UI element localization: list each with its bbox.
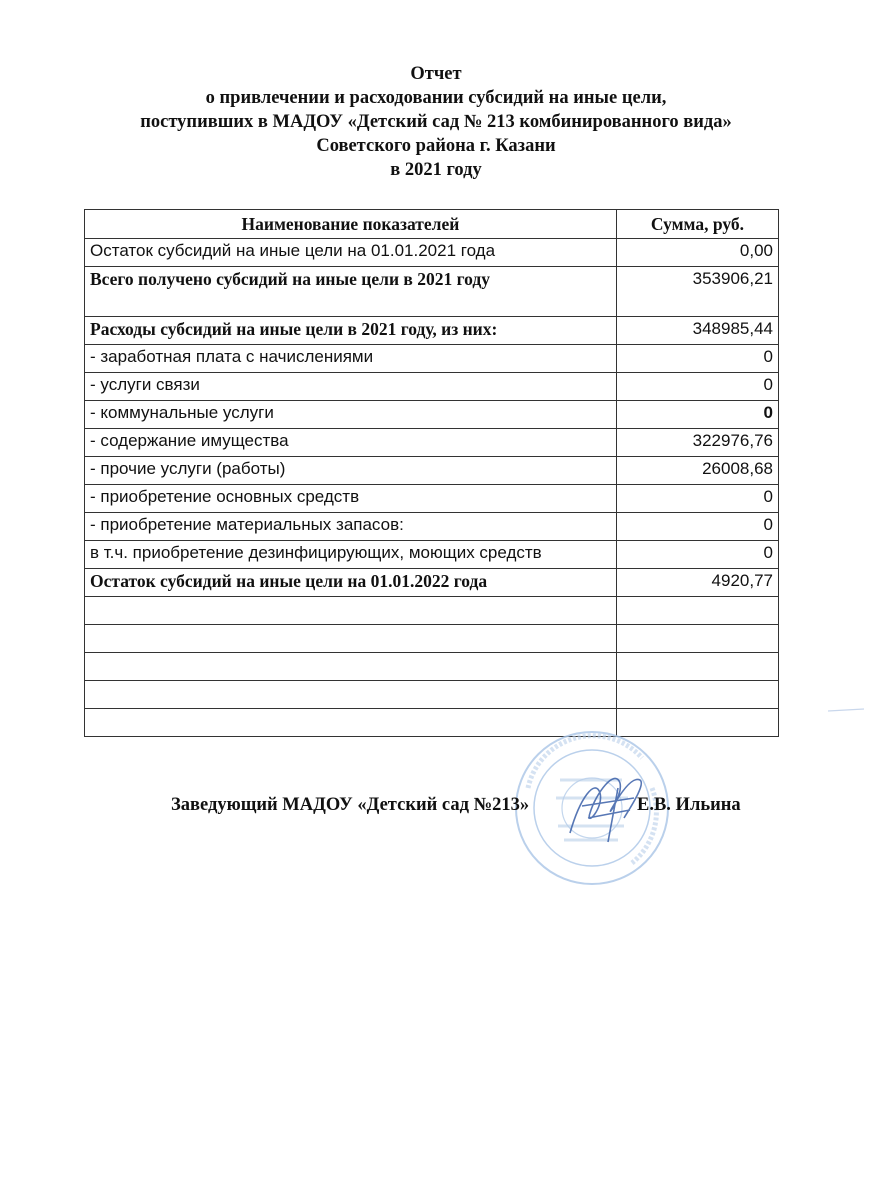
- row-sum: 0: [616, 345, 778, 373]
- row-name: - коммунальные услуги: [85, 401, 617, 429]
- row-sum: 0: [616, 541, 778, 569]
- title-line-3: поступивших в МАДОУ «Детский сад № 213 комбинированного вида»: [140, 112, 732, 132]
- empty-cell: [85, 597, 617, 625]
- table-row: [85, 457, 779, 485]
- row-name: - услуги связи: [85, 373, 617, 401]
- empty-row: [85, 653, 779, 681]
- column-header-name: Наименование показателей: [85, 210, 617, 239]
- row-name: Остаток субсидий на иные цели на 01.01.2022 года: [85, 569, 617, 597]
- row-sum: 26008,68: [616, 457, 778, 485]
- table-row: [85, 541, 779, 569]
- empty-cell: [616, 653, 778, 681]
- empty-row: [85, 597, 779, 625]
- row-name: - приобретение материальных запасов:: [85, 513, 617, 541]
- title-line-2: о привлечении и расходовании субсидий на иные цели,: [205, 88, 667, 108]
- empty-cell: [85, 681, 617, 709]
- row-name: Расходы субсидий на иные цели в 2021 году, из них:: [85, 317, 617, 345]
- row-name: - приобретение основных средств: [85, 485, 617, 513]
- empty-row: [85, 625, 779, 653]
- table-row: [85, 345, 779, 373]
- row-sum: 0,00: [616, 239, 778, 267]
- row-name: - прочие услуги (работы): [85, 457, 617, 485]
- signature-position: Заведующий МАДОУ «Детский сад №213»: [171, 795, 530, 815]
- empty-cell: [616, 625, 778, 653]
- title-line-5: в 2021 году: [390, 160, 482, 180]
- subsidy-table: [84, 209, 779, 737]
- row-name: в т.ч. приобретение дезинфицирующих, моющих средств: [85, 541, 617, 569]
- empty-cell: [85, 653, 617, 681]
- table-row: [85, 267, 779, 317]
- table-row: [85, 401, 779, 429]
- table-row: [85, 373, 779, 401]
- row-name: - заработная плата с начислениями: [85, 345, 617, 373]
- scan-artifact-mark: [826, 708, 866, 712]
- table-row: [85, 485, 779, 513]
- row-sum: 0: [616, 485, 778, 513]
- signer-name: Е.В. Ильина: [637, 795, 741, 815]
- title-line-1: Отчет: [410, 64, 462, 84]
- empty-cell: [616, 597, 778, 625]
- row-sum: 0: [616, 401, 778, 429]
- row-sum: 348985,44: [616, 317, 778, 345]
- empty-cell: [85, 625, 617, 653]
- row-sum: 0: [616, 373, 778, 401]
- empty-cell: [616, 681, 778, 709]
- row-name: - содержание имущества: [85, 429, 617, 457]
- empty-row: [85, 709, 779, 737]
- table-row: [85, 317, 779, 345]
- table-header-row: [85, 210, 779, 239]
- empty-row: [85, 681, 779, 709]
- row-sum: 0: [616, 513, 778, 541]
- title-line-4: Советского района г. Казани: [316, 136, 556, 156]
- row-sum: 322976,76: [616, 429, 778, 457]
- report-title: [0, 62, 872, 182]
- row-sum: 4920,77: [616, 569, 778, 597]
- row-name: Всего получено субсидий на иные цели в 2021 году: [85, 267, 617, 317]
- row-name: Остаток субсидий на иные цели на 01.01.2021 года: [85, 239, 617, 267]
- row-sum: 353906,21: [616, 267, 778, 317]
- table-row: [85, 569, 779, 597]
- table-row: [85, 429, 779, 457]
- table-row: [85, 513, 779, 541]
- column-header-sum: Сумма, руб.: [616, 210, 778, 239]
- table-row: [85, 239, 779, 267]
